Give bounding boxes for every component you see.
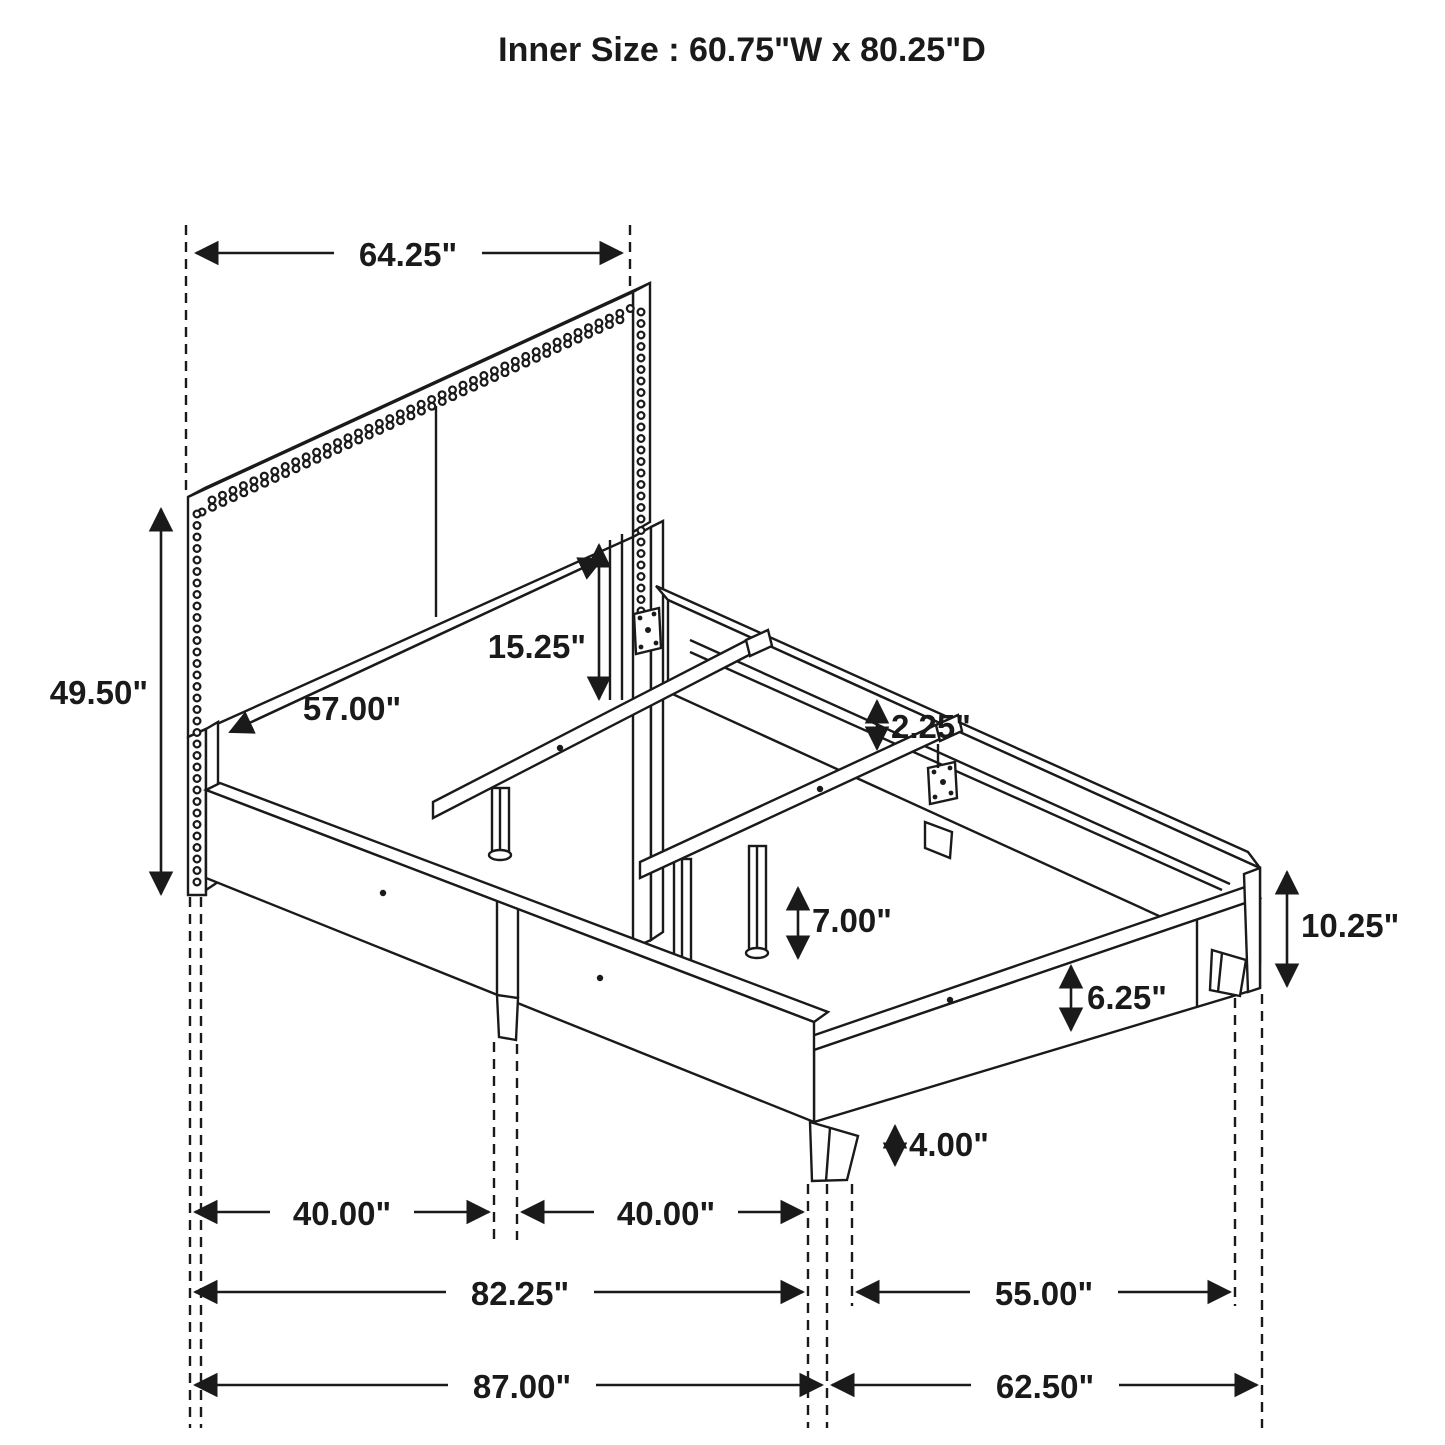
slat-metal-leg bbox=[746, 846, 768, 958]
cross-slat bbox=[433, 630, 772, 818]
dim-overall-width-span bbox=[832, 1362, 1257, 1406]
rail-center-leg bbox=[497, 995, 518, 1040]
dim-leg-span-head bbox=[195, 1189, 489, 1233]
dim-overall-length bbox=[195, 1362, 822, 1406]
svg-text:57.00": 57.00" bbox=[302, 690, 402, 727]
svg-text:2.25": 2.25" bbox=[891, 708, 971, 745]
svg-text:64.25": 64.25" bbox=[358, 236, 458, 273]
headboard-bracket bbox=[634, 608, 661, 654]
dim-headboard-height bbox=[50, 509, 161, 894]
dim-headboard-width bbox=[196, 230, 622, 274]
svg-text:40.00": 40.00" bbox=[616, 1195, 716, 1232]
svg-text:4.00": 4.00" bbox=[909, 1126, 989, 1163]
svg-text:7.00": 7.00" bbox=[812, 902, 892, 939]
dim-leg-span-foot bbox=[522, 1189, 803, 1233]
svg-text:62.50": 62.50" bbox=[995, 1368, 1095, 1405]
dim-foot-rail-span bbox=[857, 1269, 1230, 1313]
svg-text:40.00": 40.00" bbox=[292, 1195, 392, 1232]
right-corner-post bbox=[1244, 868, 1260, 992]
svg-text:55.00": 55.00" bbox=[994, 1275, 1094, 1312]
rail-center-block bbox=[925, 822, 952, 858]
page-title: Inner Size : 60.75"W x 80.25"D bbox=[498, 31, 986, 69]
rail-bracket-plate bbox=[928, 762, 957, 804]
svg-text:15.25": 15.25" bbox=[487, 628, 586, 665]
svg-text:82.25": 82.25" bbox=[470, 1275, 570, 1312]
dim-slat-leg-height bbox=[798, 888, 892, 958]
slat-metal-leg bbox=[489, 788, 511, 860]
svg-text:49.50": 49.50" bbox=[49, 674, 148, 711]
dim-frame-corner-height bbox=[1287, 872, 1399, 986]
dim-foot-leg-height bbox=[895, 1126, 989, 1165]
foot-left-leg bbox=[810, 1122, 858, 1181]
headboard-panel bbox=[188, 292, 633, 737]
svg-text:6.25": 6.25" bbox=[1087, 979, 1167, 1016]
svg-text:87.00": 87.00" bbox=[472, 1368, 572, 1405]
dim-inner-rail-length bbox=[195, 1269, 803, 1313]
svg-text:10.25": 10.25" bbox=[1301, 907, 1400, 944]
